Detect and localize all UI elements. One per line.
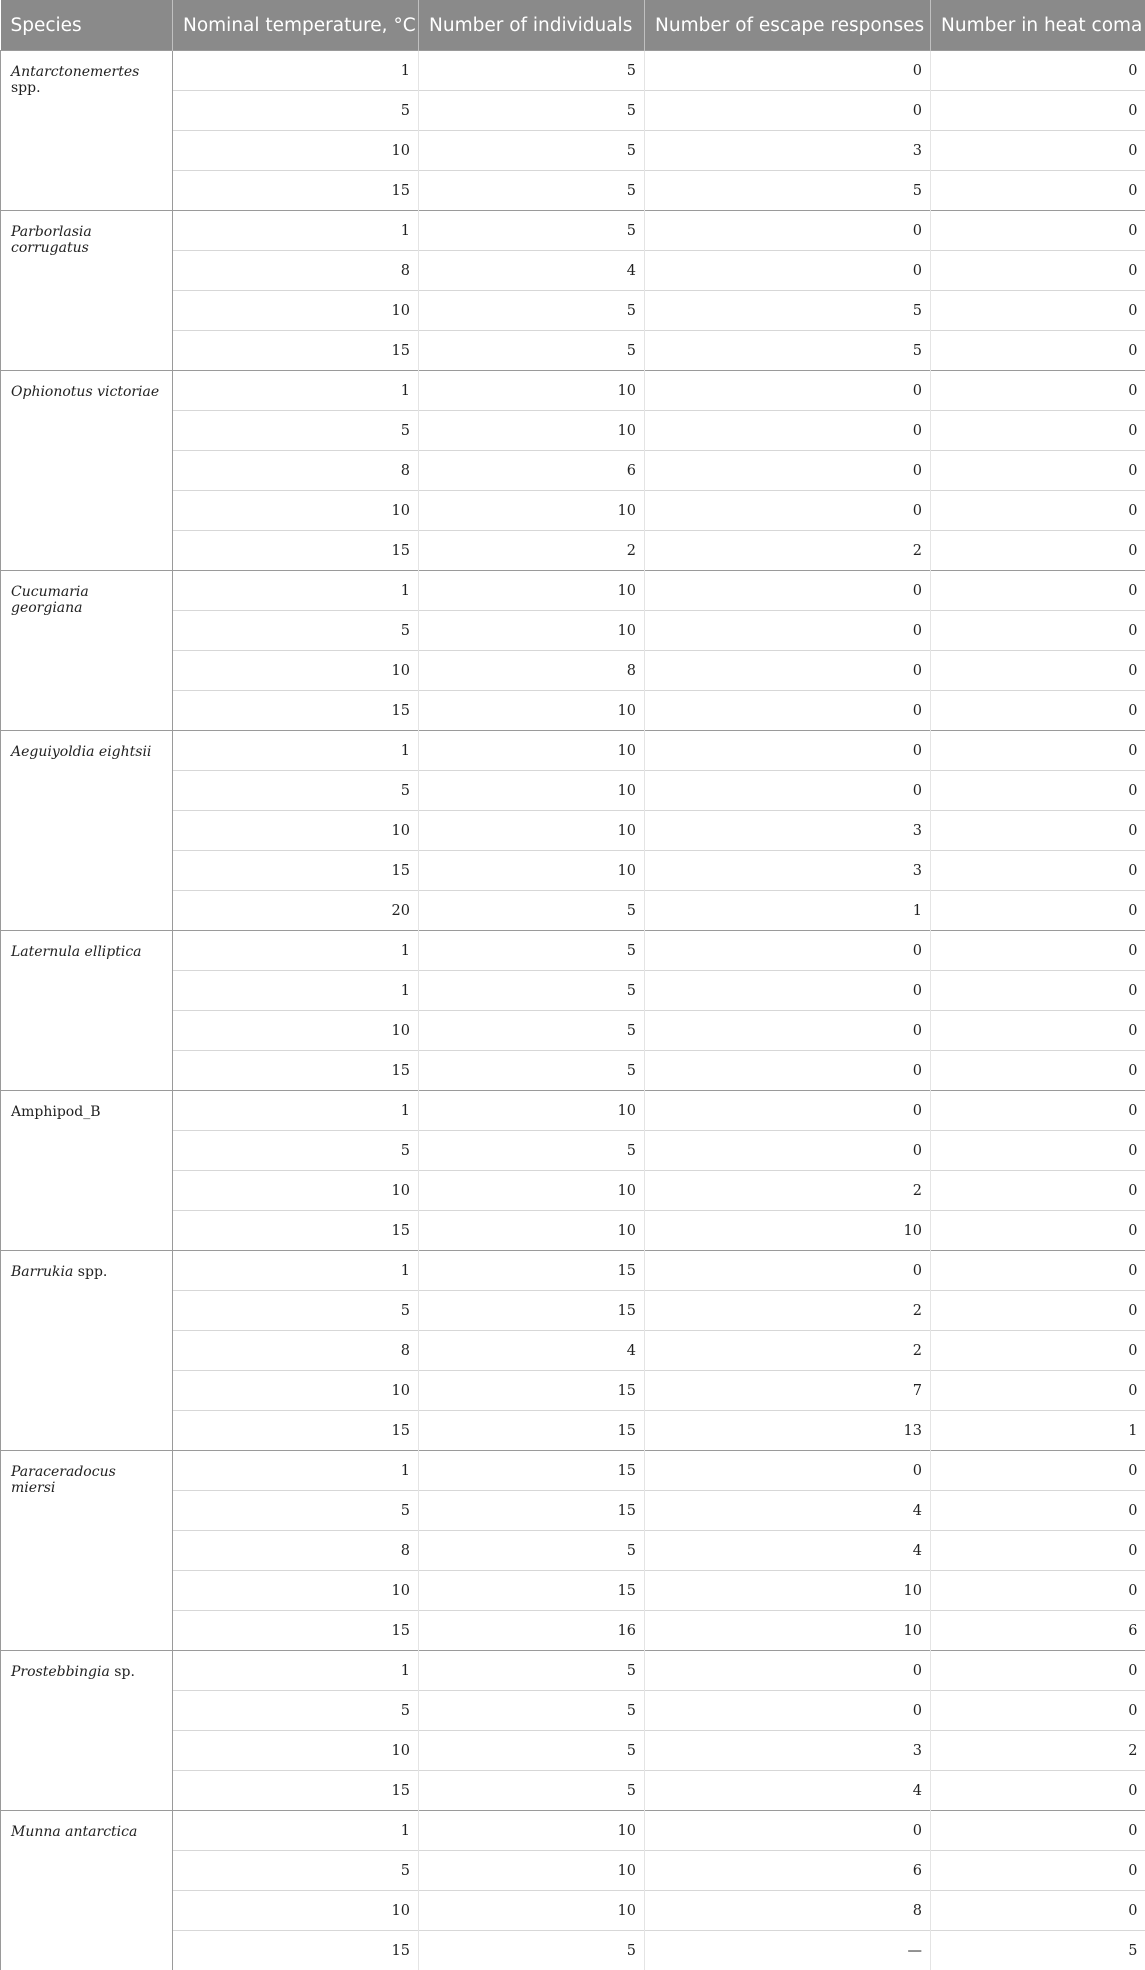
heat-coma-cell: 0 xyxy=(931,1051,1145,1091)
individuals-cell: 5 xyxy=(419,131,645,171)
table-row xyxy=(1,891,1145,931)
temperature-cell: 5 xyxy=(173,611,419,651)
heat-coma-cell: 0 xyxy=(931,1171,1145,1211)
escape-responses-cell: 4 xyxy=(645,1771,931,1811)
individuals-cell: 5 xyxy=(419,171,645,211)
species-name: Munna antarctica xyxy=(11,1824,137,1840)
individuals-cell: 5 xyxy=(419,91,645,131)
individuals-cell: 15 xyxy=(419,1291,645,1331)
escape-responses-cell: 0 xyxy=(645,571,931,611)
table-row xyxy=(1,1811,1145,1851)
escape-responses-cell: 2 xyxy=(645,1171,931,1211)
individuals-cell: 15 xyxy=(419,1571,645,1611)
table-row xyxy=(1,331,1145,371)
individuals-cell: 10 xyxy=(419,1891,645,1931)
escape-responses-cell: 0 xyxy=(645,1051,931,1091)
table-row xyxy=(1,1171,1145,1211)
individuals-cell: 15 xyxy=(419,1451,645,1491)
escape-responses-cell: 0 xyxy=(645,691,931,731)
heat-coma-cell: 0 xyxy=(931,331,1145,371)
individuals-cell: 4 xyxy=(419,251,645,291)
heat-coma-cell: 0 xyxy=(931,1771,1145,1811)
temperature-cell: 1 xyxy=(173,1251,419,1291)
temperature-cell: 15 xyxy=(173,851,419,891)
table-row xyxy=(1,51,1145,91)
heat-coma-cell: 0 xyxy=(931,171,1145,211)
temperature-cell: 15 xyxy=(173,1771,419,1811)
heat-coma-cell: 0 xyxy=(931,1531,1145,1571)
individuals-cell: 10 xyxy=(419,691,645,731)
escape-responses-cell: 3 xyxy=(645,1731,931,1771)
escape-responses-cell: 1 xyxy=(645,891,931,931)
escape-responses-cell: 0 xyxy=(645,451,931,491)
column-header-temperature: Nominal temperature, °C xyxy=(173,0,419,51)
escape-responses-cell: 4 xyxy=(645,1531,931,1571)
individuals-cell: 10 xyxy=(419,571,645,611)
escape-responses-cell: 0 xyxy=(645,1131,931,1171)
temperature-cell: 5 xyxy=(173,1131,419,1171)
species-suffix: Amphipod_B xyxy=(11,1104,100,1120)
table-row xyxy=(1,411,1145,451)
temperature-cell: 10 xyxy=(173,1571,419,1611)
species-cell xyxy=(1,211,173,371)
species-suffix: spp. xyxy=(11,80,41,96)
heat-coma-cell: 0 xyxy=(931,451,1145,491)
individuals-cell: 4 xyxy=(419,1331,645,1371)
species-name: Ophionotus victoriae xyxy=(11,384,159,400)
table-row xyxy=(1,451,1145,491)
escape-responses-cell: 0 xyxy=(645,1251,931,1291)
escape-responses-cell: 3 xyxy=(645,131,931,171)
escape-responses-cell: 0 xyxy=(645,1091,931,1131)
individuals-cell: 10 xyxy=(419,1811,645,1851)
temperature-cell: 1 xyxy=(173,371,419,411)
temperature-cell: 20 xyxy=(173,891,419,931)
species-name: Parborlasia corrugatus xyxy=(11,224,92,256)
escape-responses-cell: 13 xyxy=(645,1411,931,1451)
temperature-cell: 10 xyxy=(173,131,419,171)
heat-coma-cell: 0 xyxy=(931,571,1145,611)
table-row xyxy=(1,1451,1145,1491)
escape-responses-cell: 10 xyxy=(645,1611,931,1651)
heat-coma-cell: 0 xyxy=(931,931,1145,971)
table-body xyxy=(1,51,1145,1970)
escape-responses-cell: 0 xyxy=(645,1011,931,1051)
temperature-cell: 15 xyxy=(173,1411,419,1451)
temperature-cell: 5 xyxy=(173,771,419,811)
individuals-cell: 5 xyxy=(419,1531,645,1571)
temperature-cell: 5 xyxy=(173,1851,419,1891)
table-row xyxy=(1,251,1145,291)
temperature-cell: 10 xyxy=(173,811,419,851)
escape-responses-cell: 0 xyxy=(645,611,931,651)
escape-responses-cell: 0 xyxy=(645,931,931,971)
heat-coma-cell: 0 xyxy=(931,1291,1145,1331)
species-name: Cucumaria georgiana xyxy=(11,584,89,616)
escape-responses-cell: 0 xyxy=(645,91,931,131)
species-name: Prostebbingia xyxy=(11,1664,110,1680)
individuals-cell: 8 xyxy=(419,651,645,691)
table-row xyxy=(1,531,1145,571)
temperature-cell: 5 xyxy=(173,1691,419,1731)
species-cell xyxy=(1,1091,173,1251)
temperature-cell: 5 xyxy=(173,1491,419,1531)
table-row xyxy=(1,1771,1145,1811)
heat-coma-cell: 0 xyxy=(931,811,1145,851)
escape-responses-cell: 0 xyxy=(645,771,931,811)
temperature-cell: 15 xyxy=(173,1211,419,1251)
individuals-cell: 5 xyxy=(419,331,645,371)
temperature-cell: 1 xyxy=(173,731,419,771)
individuals-cell: 16 xyxy=(419,1611,645,1651)
temperature-cell: 5 xyxy=(173,411,419,451)
temperature-cell: 10 xyxy=(173,651,419,691)
escape-responses-cell: 3 xyxy=(645,851,931,891)
table-row xyxy=(1,1851,1145,1891)
heat-coma-cell: 0 xyxy=(931,731,1145,771)
species-cell xyxy=(1,1651,173,1811)
escape-responses-cell: 3 xyxy=(645,811,931,851)
temperature-cell: 1 xyxy=(173,211,419,251)
species-name: Antarctonemertes xyxy=(11,64,139,80)
escape-responses-cell: 0 xyxy=(645,651,931,691)
species-suffix: sp. xyxy=(110,1664,135,1680)
column-header-heat-coma: Number in heat coma xyxy=(931,0,1145,51)
heat-coma-cell: 0 xyxy=(931,1091,1145,1131)
individuals-cell: 10 xyxy=(419,851,645,891)
heat-coma-cell: 0 xyxy=(931,291,1145,331)
temperature-cell: 1 xyxy=(173,571,419,611)
table-row xyxy=(1,771,1145,811)
heat-coma-cell: 0 xyxy=(931,1491,1145,1531)
temperature-cell: 10 xyxy=(173,1171,419,1211)
table-row xyxy=(1,611,1145,651)
table-row xyxy=(1,491,1145,531)
temperature-cell: 15 xyxy=(173,1051,419,1091)
species-suffix: spp. xyxy=(73,1264,107,1280)
individuals-cell: 15 xyxy=(419,1411,645,1451)
temperature-cell: 8 xyxy=(173,1331,419,1371)
heat-coma-cell: 0 xyxy=(931,131,1145,171)
table-row xyxy=(1,1211,1145,1251)
heat-coma-cell: 0 xyxy=(931,1651,1145,1691)
heat-coma-cell: 0 xyxy=(931,531,1145,571)
escape-responses-cell: 10 xyxy=(645,1571,931,1611)
heat-coma-cell: 0 xyxy=(931,1571,1145,1611)
species-cell xyxy=(1,371,173,571)
table-row xyxy=(1,691,1145,731)
heat-coma-cell: 0 xyxy=(931,891,1145,931)
table-row xyxy=(1,171,1145,211)
escape-responses-cell: 0 xyxy=(645,971,931,1011)
heat-coma-cell: 0 xyxy=(931,91,1145,131)
heat-coma-cell: 0 xyxy=(931,691,1145,731)
escape-responses-cell: 0 xyxy=(645,1811,931,1851)
temperature-cell: 10 xyxy=(173,1731,419,1771)
heat-coma-cell: 0 xyxy=(931,491,1145,531)
individuals-cell: 10 xyxy=(419,1211,645,1251)
table-row xyxy=(1,811,1145,851)
table-row xyxy=(1,91,1145,131)
table-row xyxy=(1,1011,1145,1051)
heat-coma-cell: 0 xyxy=(931,611,1145,651)
heat-coma-cell: 0 xyxy=(931,1371,1145,1411)
species-cell xyxy=(1,931,173,1091)
temperature-cell: 15 xyxy=(173,691,419,731)
column-header-escape-responses: Number of escape responses xyxy=(645,0,931,51)
escape-responses-cell: 0 xyxy=(645,371,931,411)
heat-coma-cell: 0 xyxy=(931,1251,1145,1291)
individuals-cell: 10 xyxy=(419,811,645,851)
heat-coma-cell: 0 xyxy=(931,1331,1145,1371)
heat-coma-cell: 0 xyxy=(931,651,1145,691)
escape-responses-cell: 0 xyxy=(645,1451,931,1491)
escape-responses-cell: 0 xyxy=(645,211,931,251)
heat-coma-cell: 0 xyxy=(931,771,1145,811)
temperature-cell: 1 xyxy=(173,971,419,1011)
temperature-cell: 15 xyxy=(173,1931,419,1970)
temperature-cell: 1 xyxy=(173,1651,419,1691)
escape-responses-cell: 5 xyxy=(645,291,931,331)
heat-coma-cell: 0 xyxy=(931,1811,1145,1851)
table-row xyxy=(1,731,1145,771)
species-cell xyxy=(1,1251,173,1451)
species-name: Aeguiyoldia eightsii xyxy=(11,744,151,760)
heat-coma-cell: 0 xyxy=(931,211,1145,251)
temperature-cell: 5 xyxy=(173,91,419,131)
escape-responses-cell: 2 xyxy=(645,1331,931,1371)
temperature-cell: 15 xyxy=(173,331,419,371)
temperature-cell: 10 xyxy=(173,1011,419,1051)
table-row xyxy=(1,1091,1145,1131)
table-row xyxy=(1,1371,1145,1411)
heat-coma-cell: 0 xyxy=(931,971,1145,1011)
table-row xyxy=(1,1331,1145,1371)
table-row xyxy=(1,1651,1145,1691)
table-row xyxy=(1,1611,1145,1651)
individuals-cell: 5 xyxy=(419,51,645,91)
species-name: Barrukia xyxy=(11,1264,73,1280)
escape-responses-cell: 7 xyxy=(645,1371,931,1411)
escape-responses-cell: 0 xyxy=(645,1651,931,1691)
heat-coma-cell: 0 xyxy=(931,251,1145,291)
table-row xyxy=(1,1571,1145,1611)
table-row xyxy=(1,291,1145,331)
table-header xyxy=(1,0,1145,51)
individuals-cell: 10 xyxy=(419,611,645,651)
escape-responses-cell: 0 xyxy=(645,251,931,291)
table-row xyxy=(1,931,1145,971)
temperature-cell: 1 xyxy=(173,51,419,91)
table-row xyxy=(1,1251,1145,1291)
escape-responses-cell: 0 xyxy=(645,731,931,771)
escape-responses-cell: 0 xyxy=(645,51,931,91)
individuals-cell: 5 xyxy=(419,1771,645,1811)
temperature-cell: 15 xyxy=(173,531,419,571)
temperature-cell: 8 xyxy=(173,1531,419,1571)
header-row xyxy=(1,0,1145,51)
temperature-cell: 1 xyxy=(173,1091,419,1131)
table-row xyxy=(1,1731,1145,1771)
table-row xyxy=(1,851,1145,891)
individuals-cell: 5 xyxy=(419,291,645,331)
table-row xyxy=(1,371,1145,411)
individuals-cell: 5 xyxy=(419,1691,645,1731)
column-header-individuals: Number of individuals xyxy=(419,0,645,51)
escape-responses-cell: 4 xyxy=(645,1491,931,1531)
individuals-cell: 5 xyxy=(419,1131,645,1171)
temperature-cell: 15 xyxy=(173,1611,419,1651)
escape-responses-cell: 5 xyxy=(645,331,931,371)
escape-responses-cell: 10 xyxy=(645,1211,931,1251)
table-row xyxy=(1,1411,1145,1451)
table-row xyxy=(1,1891,1145,1931)
escape-responses-cell: 5 xyxy=(645,171,931,211)
escape-responses-cell: 6 xyxy=(645,1851,931,1891)
individuals-cell: 10 xyxy=(419,411,645,451)
individuals-cell: 10 xyxy=(419,771,645,811)
individuals-cell: 15 xyxy=(419,1251,645,1291)
table-row xyxy=(1,651,1145,691)
table-row xyxy=(1,1131,1145,1171)
heat-coma-cell: 0 xyxy=(931,1691,1145,1731)
heat-coma-cell: 0 xyxy=(931,51,1145,91)
individuals-cell: 10 xyxy=(419,1091,645,1131)
individuals-cell: 5 xyxy=(419,1011,645,1051)
heat-coma-cell: 1 xyxy=(931,1411,1145,1451)
heat-coma-cell: 0 xyxy=(931,1851,1145,1891)
heat-coma-cell: 5 xyxy=(931,1931,1145,1970)
heat-coma-cell: 0 xyxy=(931,1891,1145,1931)
escape-responses-cell: — xyxy=(645,1931,931,1970)
species-cell xyxy=(1,1451,173,1651)
species-name: Paraceradocus miersi xyxy=(11,1464,116,1496)
individuals-cell: 6 xyxy=(419,451,645,491)
heat-coma-cell: 0 xyxy=(931,851,1145,891)
individuals-cell: 15 xyxy=(419,1371,645,1411)
column-header-species: Species xyxy=(1,0,173,51)
temperature-cell: 10 xyxy=(173,291,419,331)
species-cell xyxy=(1,51,173,211)
individuals-cell: 5 xyxy=(419,1651,645,1691)
table-row xyxy=(1,571,1145,611)
escape-responses-cell: 8 xyxy=(645,1891,931,1931)
temperature-cell: 15 xyxy=(173,171,419,211)
escape-responses-cell: 0 xyxy=(645,411,931,451)
temperature-cell: 8 xyxy=(173,451,419,491)
temperature-cell: 5 xyxy=(173,1291,419,1331)
individuals-cell: 5 xyxy=(419,891,645,931)
species-cell xyxy=(1,571,173,731)
individuals-cell: 10 xyxy=(419,731,645,771)
individuals-cell: 10 xyxy=(419,491,645,531)
individuals-cell: 5 xyxy=(419,971,645,1011)
temperature-cell: 10 xyxy=(173,1891,419,1931)
table-row xyxy=(1,971,1145,1011)
table-row xyxy=(1,1691,1145,1731)
species-cell xyxy=(1,731,173,931)
individuals-cell: 2 xyxy=(419,531,645,571)
heat-coma-cell: 6 xyxy=(931,1611,1145,1651)
temperature-cell: 10 xyxy=(173,1371,419,1411)
heat-coma-cell: 0 xyxy=(931,371,1145,411)
individuals-cell: 5 xyxy=(419,211,645,251)
heat-coma-cell: 2 xyxy=(931,1731,1145,1771)
temperature-cell: 8 xyxy=(173,251,419,291)
heat-coma-cell: 0 xyxy=(931,1451,1145,1491)
temperature-cell: 1 xyxy=(173,931,419,971)
individuals-cell: 5 xyxy=(419,1731,645,1771)
species-name: Laternula elliptica xyxy=(11,944,142,960)
temperature-cell: 10 xyxy=(173,491,419,531)
escape-responses-cell: 2 xyxy=(645,1291,931,1331)
heat-coma-cell: 0 xyxy=(931,1131,1145,1171)
individuals-cell: 5 xyxy=(419,931,645,971)
individuals-cell: 10 xyxy=(419,1851,645,1891)
escape-responses-cell: 2 xyxy=(645,531,931,571)
heat-coma-cell: 0 xyxy=(931,411,1145,451)
heat-coma-cell: 0 xyxy=(931,1011,1145,1051)
table-row xyxy=(1,131,1145,171)
escape-responses-cell: 0 xyxy=(645,1691,931,1731)
table-row xyxy=(1,1931,1145,1970)
individuals-cell: 10 xyxy=(419,1171,645,1211)
individuals-cell: 10 xyxy=(419,371,645,411)
table-row xyxy=(1,211,1145,251)
temperature-cell: 1 xyxy=(173,1451,419,1491)
individuals-cell: 5 xyxy=(419,1051,645,1091)
heat-coma-cell: 0 xyxy=(931,1211,1145,1251)
escape-responses-cell: 0 xyxy=(645,491,931,531)
table-row xyxy=(1,1531,1145,1571)
table-row xyxy=(1,1291,1145,1331)
table-row xyxy=(1,1491,1145,1531)
individuals-cell: 5 xyxy=(419,1931,645,1970)
table-row xyxy=(1,1051,1145,1091)
individuals-cell: 15 xyxy=(419,1491,645,1531)
temperature-cell: 1 xyxy=(173,1811,419,1851)
species-cell xyxy=(1,1811,173,1970)
